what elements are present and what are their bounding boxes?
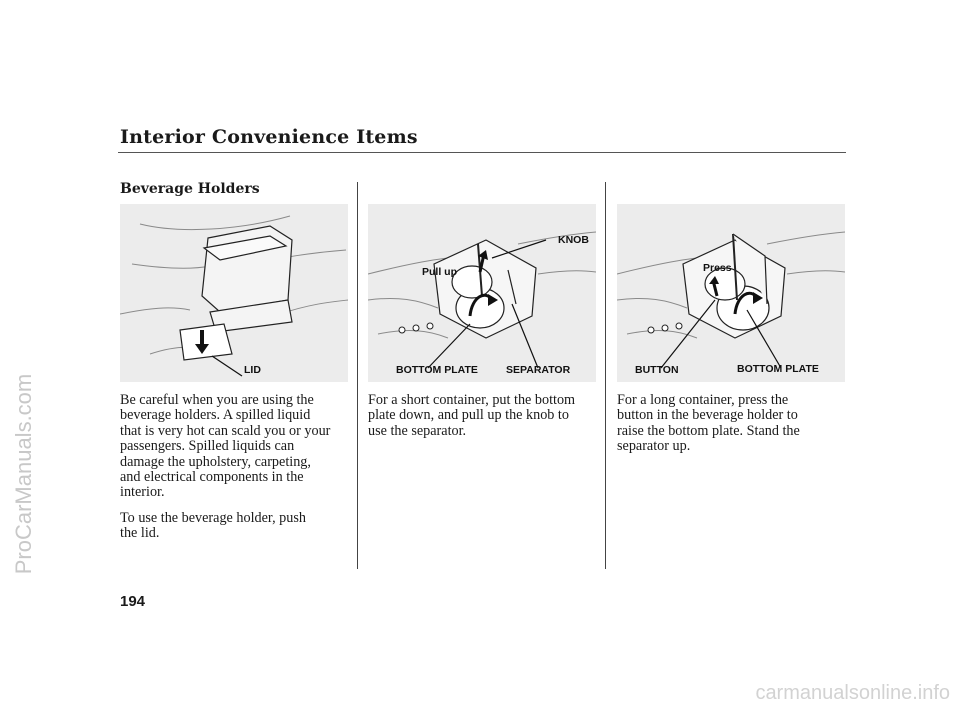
section-divider — [118, 152, 846, 153]
watermark-left: ProCarManuals.com — [11, 373, 36, 575]
section-title: Interior Convenience Items — [120, 126, 418, 148]
subheading-beverage-holders: Beverage Holders — [120, 181, 260, 197]
console-lid-illustration — [120, 204, 348, 382]
column-divider-2 — [605, 182, 606, 569]
page-number: 194 — [120, 593, 146, 610]
paragraph-short-container: For a short container, put the bottom plate down, and pull up the knob to use the separator. — [368, 392, 576, 439]
paragraph-long-container: For a long container, press the button in the beverage holder to raise the bottom plate. Stand the separator up. — [617, 392, 800, 455]
long-container-illustration — [617, 204, 845, 382]
label-bottom-plate-right: BOTTOM PLATE — [737, 363, 819, 375]
label-pull-up: Pull up — [422, 266, 457, 278]
figure-short-container — [368, 204, 596, 382]
label-knob: KNOB — [558, 234, 589, 246]
paragraph-spill-warning: Be careful when you are using the beverage holders. A spilled liquid that is very hot can scald you or your passengers. Spilled liquids can damage the upholstery, carpeting, and electrical components in the interior. — [120, 392, 331, 501]
column-divider-1 — [357, 182, 358, 569]
label-press: Press — [703, 262, 732, 274]
figure-console-lid — [120, 204, 348, 382]
label-bottom-plate: BOTTOM PLATE — [396, 364, 478, 376]
paragraph-push-lid: To use the beverage holder, push the lid. — [120, 510, 306, 542]
figure-long-container — [617, 204, 845, 382]
short-container-illustration — [368, 204, 596, 382]
watermark-bottom: carmanualsonline.info — [755, 682, 950, 704]
label-button: BUTTON — [635, 364, 679, 376]
label-lid: LID — [244, 364, 261, 376]
label-separator: SEPARATOR — [506, 364, 571, 376]
